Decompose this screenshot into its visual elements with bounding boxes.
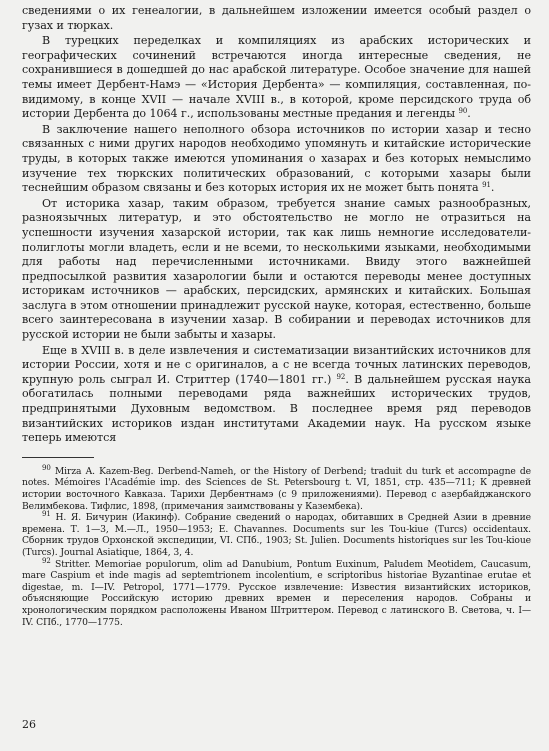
paragraph-text: В дальнейшем русская наука обогатилась полными переводами ряда важнейших исторических трудов, предпринятыми Духовным ведомством. В последнее время ряд переводов византийских историков издан институтами Академии наук. На русском языке теперь имеются — [22, 372, 531, 445]
paragraph: В заключение нашего неполного обзора источников по истории хазар и тесно связанных с ними других народов необходимо упомянуть и китайские исторические труды, в которых также имеются упоминания о хазарах и без которых немыслимо изучение тех тюркских политических образований, с которыми хазары были теснейшим образом связаны и без которых история их не может быть понята $^{91}$. — [22, 122, 531, 195]
footnote-91 — [22, 512, 531, 558]
footnote-text: Н. Я. Бичурин (Иакинф). Собрание сведений о народах, обитавших в Средней Азии в древние времена. Т. 1—3, М.—Л., 1950—1953; E. Chavannes. Documents sur les Tou-kiue (Turcs) occidentaux. Сборник трудов Орхонской экспедиции, VI. СПб., 1903; St. Julien. Documents historiques sur les Tou-kioue (Turcs). Journal Asiatique, 1864, 3, 4. — [22, 512, 531, 558]
footnote-ref-91[interactable]: 91 — [482, 181, 491, 190]
footnote-90 — [22, 463, 532, 512]
footnote-divider — [22, 457, 94, 458]
paragraph — [22, 4, 531, 33]
main-text — [22, 4, 531, 446]
footnote-text: Mirza A. Kazem-Beg. Derbend-Nameh, or the History of Derbend; traduit du turk et accompagne de notes. Mémoires l'Académie imp. des Sciences de St. Petersbourg t. VI, 1851, стр. 435—711; К древней истории восточного Кавказа. Тарихи Дербентнамэ (с 9 приложениями). Перевод с азербайджанского Велимбекова. Тифлис, 1898, (примечания заимствованы у Казембека). — [22, 465, 532, 512]
footnote-92 — [22, 556, 531, 629]
footnote-marker: 92 — [42, 556, 51, 565]
footnote-marker: 91 — [42, 510, 51, 519]
paragraph — [22, 197, 531, 343]
paragraph-text: В заключение нашего неполного обзора источников по истории хазар и тесно связанных с ними других народов необходимо упомянуть и китайские исторические труды, в которых также имеются упоминания о хазарах и без которых немыслимо изучение тех тюркских политических образований, с которыми хазары были теснейшим образом связаны и без которых история их не может быть понята — [22, 122, 531, 195]
footnote-ref-90[interactable]: 90 — [458, 107, 468, 116]
paragraph: В турецких переделках и компиляциях из арабских исторических и географических сочинений встречаются иногда интересные сведения, не сохранившиеся в дошедшей до нас арабской литературе. Особое значение для нашей темы имеет Дербент-Намэ — «История Дербента» — компиляция, составленная, по-видимому, в конце XVII — начале XVIII в., в которой, кроме персидского труда об истории Дербента до 1064 г., использованы местные предания и легенды $^{90}$. — [22, 34, 531, 121]
footnote-ref-92[interactable]: 92 — [336, 372, 346, 381]
footnote-marker: 90 — [42, 463, 51, 472]
page-number: 26 — [22, 718, 36, 731]
paragraph: Еще в XVIII в. в деле извлечения и систематизации византийских источников для истории России, хотя и не с оригиналов, а с не всегда точных латинских переводов, крупную роль сыграл И. Стриттер (1740—1801 гг.) $^{92}$. В дальнейшем русская наука обогатилась полными переводами ряда важнейших исторических трудов, предпринятыми Духовным ведомством. В последнее время ряд переводов византийских историков издан институтами Академии наук. На русском языке теперь имеются — [22, 343, 531, 445]
footnotes — [22, 463, 532, 628]
paragraph-text: сведениями о их генеалогии, в дальнейшем изложении имеется особый раздел о гузах и тюрках. — [22, 4, 531, 32]
paragraph-text: Еще в XVIII в. в деле извлечения и систематизации византийских источников для истории России, хотя и не с оригиналов, а с не всегда точных латинских переводов, крупную роль сыграл И. Стриттер (1740—1801 гг.) — [22, 343, 531, 386]
footnote-text: Stritter. Memoriae populorum, olim ad Danubium, Pontum Euxinum, Paludem Meotidem, Caucasum, mare Caspium et inde magis ad septemtrionem incolentium, e scriptoribus historiae Byzantinae erutae et digestae, m. I—IV. Petropol, 1771—1779. Русское извлечение: Известия византийских историков, объясняющие Российскую историю древних времен и переселения народов. Собраны и хронологическим порядком расположены Иваном Штриттером. Перевод с латинского В. Светова, ч. I—IV. СПб., 1770—1775. — [22, 558, 531, 628]
paragraph-text: В турецких переделках и компиляциях из арабских исторических и географических сочинений встречаются иногда интересные сведения, не сохранившиеся в дошедшей до нас арабской литературе. Особое значение для нашей темы имеет Дербент-Намэ — «История Дербента» — компиляция, составленная, по-видимому, в конце XVII — начале XVIII в., в которой, кроме персидского труда об истории Дербента до 1064 г., использованы местные предания и легенды — [22, 34, 531, 121]
paragraph-text: От историка хазар, таким образом, требуется знание самых разнообразных, разноязычных литератур, и это обстоятельство не могло не отразиться на успешности изучения хазарской истории, так как лишь немногие исследователи-полиглоты могли владеть, если и не всеми, то несколькими языками, необходимыми для работы над перечисленными источниками. Ввиду этого важнейшей предпосылкой развития хазарологии были и остаются переводы менее доступных историкам источников — арабских, персидских, армянских и китайских. Большая заслуга в этом отношении принадлежит русской науке, которая, естественно, больше всего заинтересована в изучении хазар. В собирании и переводах источников для русской истории не были забыты и хазары. — [22, 196, 531, 342]
